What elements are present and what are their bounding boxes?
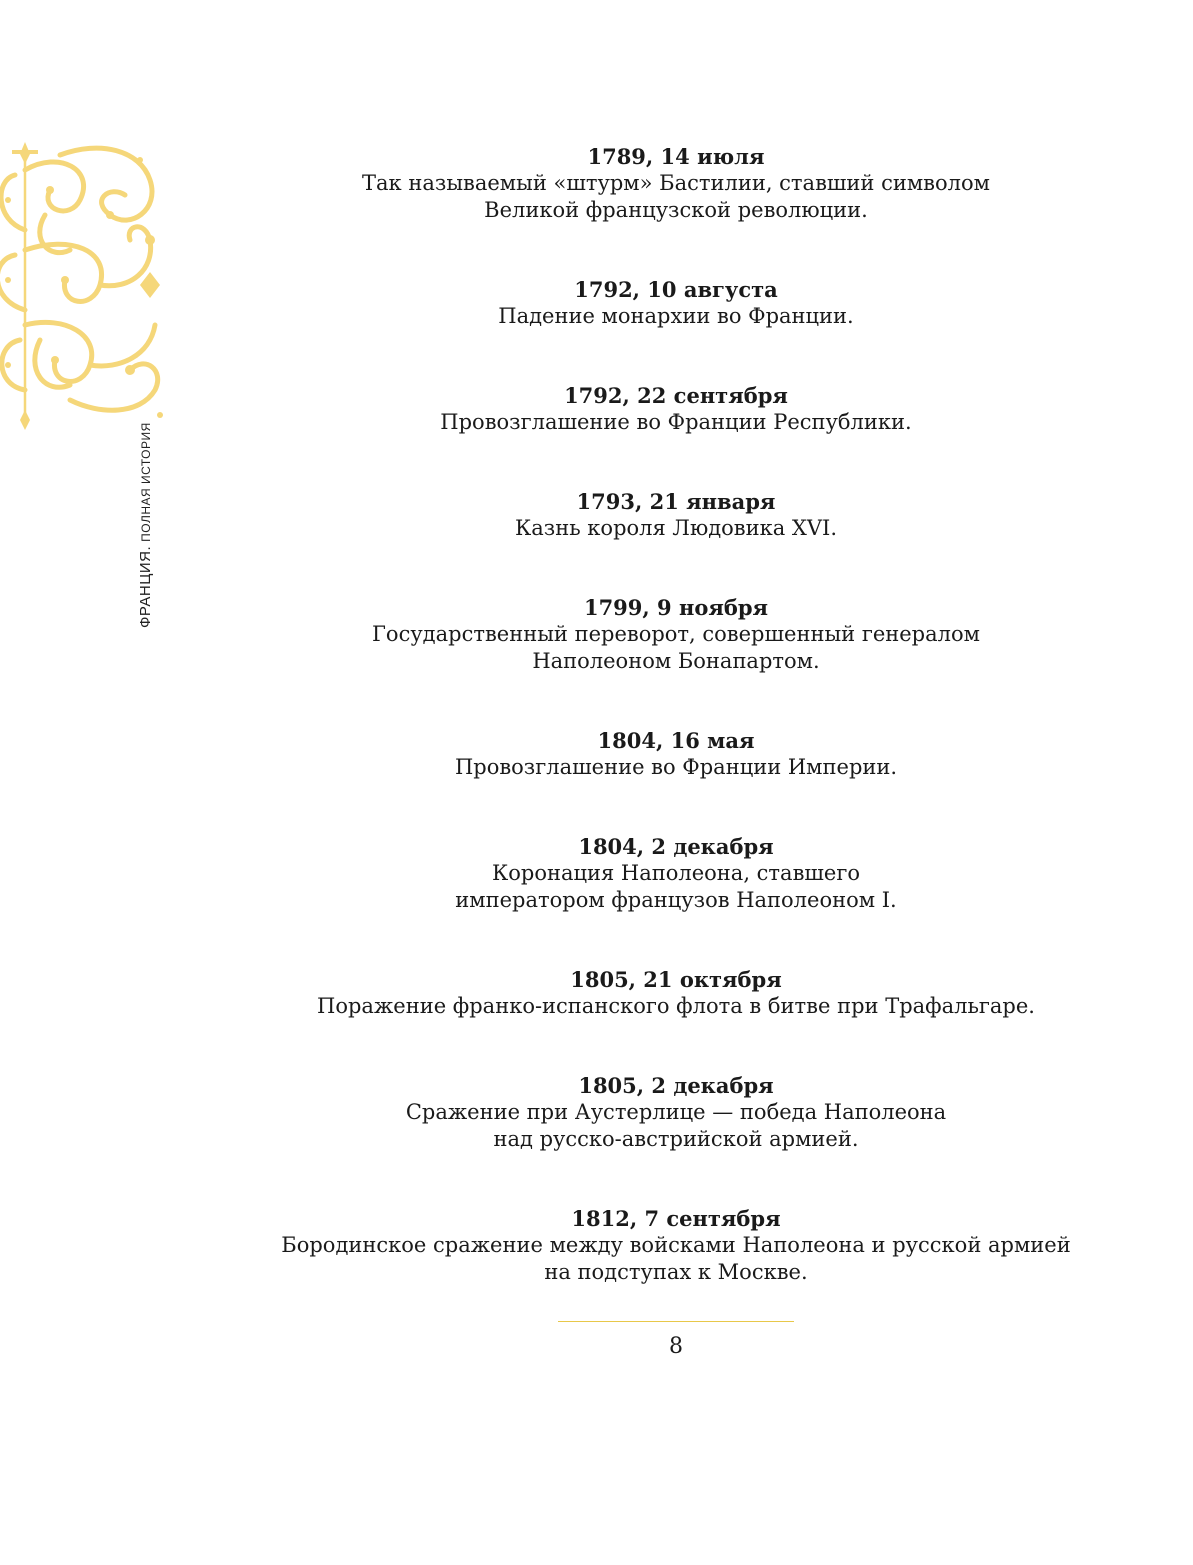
entry-date: 1792, 10 августа (574, 277, 778, 302)
entry-date: 1804, 2 декабря (578, 834, 774, 859)
entry-description-line: Провозглашение во Франции Республики. (440, 410, 912, 434)
entry-description-line: Казнь короля Людовика XVI. (514, 516, 838, 540)
entry-description-line: Так называемый «штурм» Бастилии, ставший символом (362, 171, 990, 195)
chronology-entry (276, 143, 1076, 224)
entry-description-line: Великой французской революции. (484, 198, 868, 222)
entry-date: 1793, 21 января (576, 489, 776, 514)
entry-date: 1805, 2 декабря (578, 1073, 774, 1098)
page-number: 8 (669, 1334, 683, 1359)
chronology-entry (276, 594, 1076, 675)
entry-description-line: Государственный переворот, совершенный генералом (372, 622, 980, 646)
entry-description-line: Поражение франко-испанского флота в битве при Трафальгаре. (317, 994, 1035, 1018)
running-head-title: ФРАНЦИЯ. (137, 545, 154, 628)
chronology-entry (276, 966, 1076, 1020)
entry-date: 1812, 7 сентября (571, 1206, 781, 1231)
entry-date: 1789, 14 июля (587, 144, 765, 169)
entry-description-line: Наполеоном Бонапартом. (532, 649, 820, 673)
decorative-flourish-ornament (0, 140, 170, 430)
entry-description-line: Сражение при Аустерлице — победа Наполеона (405, 1100, 947, 1124)
chronology-entry (276, 1072, 1076, 1153)
chronology-list (276, 143, 1076, 1338)
footer-divider-rule (558, 1321, 794, 1322)
entry-date: 1792, 22 сентября (564, 383, 788, 408)
entry-description-line: над русско-австрийской армией. (493, 1127, 859, 1151)
entry-description-line: императором французов Наполеоном I. (455, 888, 897, 912)
entry-date: 1799, 9 ноября (583, 595, 769, 620)
entry-description-line: Провозглашение во Франции Империи. (454, 755, 898, 779)
entry-date: 1805, 21 октября (570, 967, 782, 992)
chronology-entry (276, 488, 1076, 542)
chronology-entry (276, 276, 1076, 330)
chronology-entry (276, 833, 1076, 914)
chronology-entry (276, 382, 1076, 436)
entry-description-line: на подступах к Москве. (544, 1260, 808, 1284)
chronology-entry (276, 1205, 1076, 1286)
entry-description-line: Коронация Наполеона, ставшего (492, 861, 860, 885)
entry-date: 1804, 16 мая (597, 728, 755, 753)
entry-description-line: Бородинское сражение между войсками Наполеона и русской армией (281, 1233, 1071, 1257)
running-head (137, 422, 154, 628)
chronology-entry (276, 727, 1076, 781)
running-head-subtitle: ПОЛНАЯ ИСТОРИЯ (139, 422, 153, 542)
entry-description-line: Падение монархии во Франции. (498, 304, 854, 328)
